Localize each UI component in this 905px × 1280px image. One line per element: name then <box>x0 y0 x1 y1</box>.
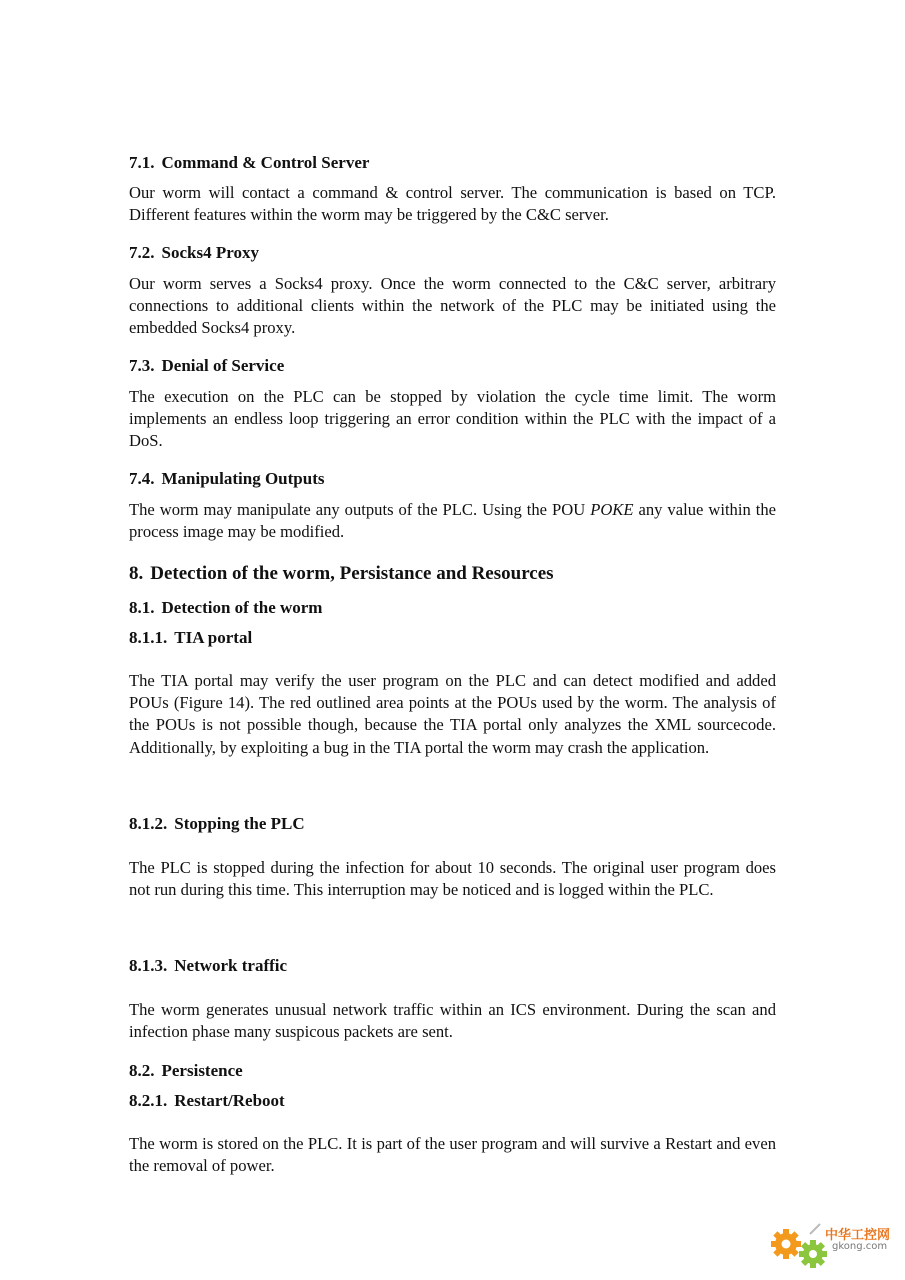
watermark-logo <box>770 1222 900 1274</box>
heading-8-1-3: 8.1.3. Network traffic <box>129 956 288 975</box>
heading-7-4: 7.4. Manipulating Outputs <box>129 469 325 488</box>
heading-8-2: 8.2. Persistence <box>129 1061 243 1080</box>
heading-8-1-1: 8.1.1. TIA portal <box>129 628 253 647</box>
watermark-text: 中华工控网 <box>825 1228 891 1243</box>
heading-8-2-1: 8.2.1. Restart/Reboot <box>129 1091 285 1110</box>
paragraph-8-1-3: The worm generates unusual network traffic within an ICS environment. During the scan and infection phase many suspicous packets are sent. <box>129 1000 776 1042</box>
heading-8-1: 8.1. Detection of the worm <box>129 598 323 617</box>
paragraph-8-1-2: The PLC is stopped during the infection for about 10 seconds. The original user program does not run during this time. This interruption may be noticed and is logged within the PLC. <box>129 858 776 900</box>
paragraph-7-2: Our worm serves a Socks4 proxy. Once the worm connected to the C&C server, arbitrary connections to additional clients within the network of the PLC may be initiated using the embedded Socks4 proxy. <box>129 274 776 338</box>
gear-logo-icon <box>770 1222 830 1274</box>
heading-8: 8. Detection of the worm, Persistance and Resources <box>129 563 554 584</box>
paragraph-8-2-1: The worm is stored on the PLC. It is part of the user program and will survive a Restart and even the removal of power. <box>129 1134 776 1176</box>
paragraph-7-3: The execution on the PLC can be stopped by violation the cycle time limit. The worm implements an endless loop triggering an error condition within the PLC with the impact of a DoS. <box>129 387 776 451</box>
paragraph-7-4: The worm may manipulate any outputs of the PLC. Using the POU POKE any value within the process image may be modified. <box>129 500 777 542</box>
watermark-url: gkong.com <box>832 1241 888 1252</box>
paragraph-7-1: Our worm will contact a command & control server. The communication is based on TCP. Different features within the worm may be triggered by the C&C server. <box>129 183 776 225</box>
heading-8-1-2: 8.1.2. Stopping the PLC <box>129 814 305 833</box>
heading-7-1: 7.1. Command & Control Server <box>129 153 370 172</box>
heading-7-3: 7.3. Denial of Service <box>129 356 285 375</box>
paragraph-8-1-1: The TIA portal may verify the user program on the PLC and can detect modified and added POUs (Figure 14). The red outlined area points at the POUs used by the worm. The analysis of the POUs is not possible though, because the TIA portal only analyzes the XML sourcecode. Additionally, by exploiting a bug in the TIA portal the worm may crash the application. <box>129 671 776 757</box>
heading-7-2: 7.2. Socks4 Proxy <box>129 243 259 262</box>
